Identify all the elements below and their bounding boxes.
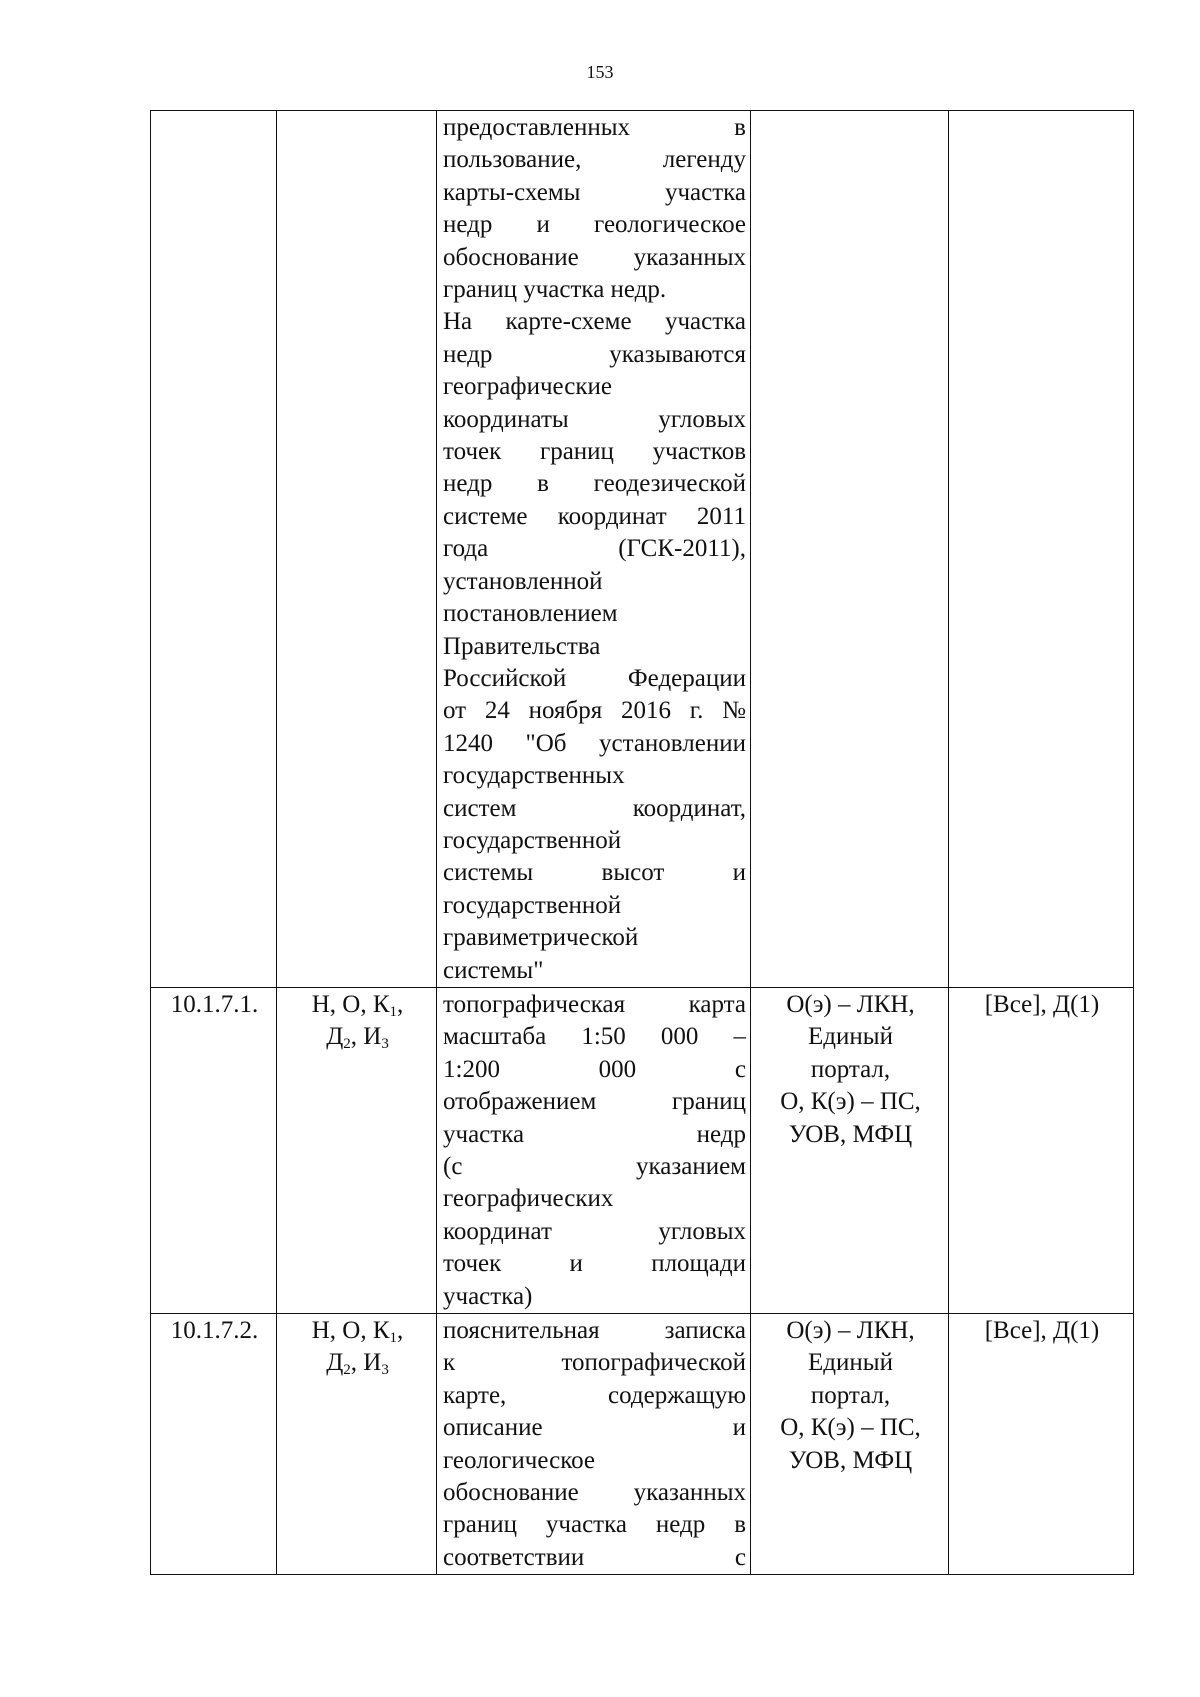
description-line: пояснительная записка bbox=[443, 1317, 746, 1345]
description-line: к топографической bbox=[443, 1349, 746, 1377]
description-line: координат угловых bbox=[443, 1217, 746, 1245]
description-line: от 24 ноября 2016 г. № bbox=[443, 697, 746, 725]
description-line: карте, содержащую bbox=[443, 1381, 746, 1409]
description-line: гравиметрической bbox=[443, 924, 639, 952]
document-description-cell bbox=[437, 111, 751, 988]
description-line: недр в геодезической bbox=[443, 470, 746, 498]
description-line: координаты угловых bbox=[443, 405, 746, 433]
submission-method-line: О, К(э) – ПС, bbox=[780, 1414, 921, 1442]
description-line: 1240 "Об установлении bbox=[443, 729, 746, 757]
submission-methods-cell bbox=[751, 1314, 949, 1575]
description-line: участка) bbox=[443, 1282, 533, 1310]
description-lines bbox=[443, 989, 746, 1313]
description-line: топографическая карта bbox=[443, 990, 746, 1018]
codes-line-2: $Д_2$, $И_3$ bbox=[326, 1349, 389, 1379]
description-line: отображением границ bbox=[443, 1088, 746, 1116]
submission-method-line: О(э) – ЛКН, bbox=[786, 990, 915, 1018]
description-line: обоснование указанных bbox=[443, 1479, 746, 1507]
description-line: соответствии с bbox=[443, 1543, 746, 1571]
description-line: границ участка недр в bbox=[443, 1511, 746, 1539]
table-row bbox=[151, 1314, 1134, 1575]
description-line: системы высот и bbox=[443, 859, 746, 887]
description-line: системы" bbox=[443, 956, 544, 984]
description-line: точек границ участков bbox=[443, 438, 746, 466]
description-line: описание и bbox=[443, 1414, 746, 1442]
description-line: постановлением bbox=[443, 600, 618, 628]
description-line: государственных bbox=[443, 762, 625, 790]
description-line: систем координат, bbox=[443, 794, 746, 822]
submission-method-line: О(э) – ЛКН, bbox=[786, 1317, 915, 1345]
description-line: (с указанием bbox=[443, 1153, 746, 1180]
applicant-codes-cell bbox=[277, 111, 437, 988]
submission-method-line: Единый bbox=[808, 1349, 893, 1377]
codes-line-1: Н, О, $К_1$, bbox=[311, 990, 404, 1020]
applicant-codes-cell bbox=[277, 987, 437, 1313]
applicant-codes-cell bbox=[277, 1314, 437, 1575]
codes-line-2: $Д_2$, $И_3$ bbox=[326, 1023, 389, 1053]
submission-methods-lines bbox=[757, 989, 944, 1151]
submission-methods-lines bbox=[757, 1315, 944, 1477]
submission-method-line: портал, bbox=[810, 1381, 891, 1409]
codes-line-1: Н, О, $К_1$, bbox=[311, 1317, 404, 1347]
description-line: карты-схемы участка bbox=[443, 178, 746, 206]
description-line: предоставленных в bbox=[443, 114, 746, 141]
description-line: государственной bbox=[443, 826, 622, 854]
submission-method-line: О, К(э) – ПС, bbox=[780, 1088, 921, 1116]
description-line: недр указываются bbox=[443, 340, 746, 368]
table-row bbox=[151, 111, 1134, 988]
description-line: участка недр bbox=[443, 1120, 746, 1148]
submission-methods-cell bbox=[751, 987, 949, 1313]
page-number: 153 bbox=[586, 62, 614, 82]
applicability-cell: [Все], Д(1) bbox=[949, 987, 1134, 1313]
submission-method-line: портал, bbox=[810, 1055, 891, 1083]
applicability-cell: [Все], Д(1) bbox=[949, 1314, 1134, 1575]
table-row bbox=[151, 987, 1134, 1313]
description-line: установленной bbox=[443, 567, 603, 595]
description-line: системе координат 2011 bbox=[443, 502, 746, 530]
submission-method-line: УОВ, МФЦ bbox=[788, 1446, 913, 1474]
description-line: точек и площади bbox=[443, 1250, 746, 1278]
description-line: геологическое bbox=[443, 1446, 595, 1474]
description-lines bbox=[443, 112, 746, 987]
description-line: 1:200 000 с bbox=[443, 1055, 746, 1083]
item-number-cell: 10.1.7.1. bbox=[151, 987, 277, 1313]
description-line: пользование, легенду bbox=[443, 146, 746, 174]
submission-method-line: УОВ, МФЦ bbox=[788, 1120, 913, 1148]
submission-method-line: Единый bbox=[808, 1023, 893, 1051]
document-description-cell bbox=[437, 987, 751, 1313]
description-line: недр и геологическое bbox=[443, 211, 746, 239]
description-line: обоснование указанных bbox=[443, 243, 746, 271]
description-line: географические bbox=[443, 373, 612, 401]
description-line: государственной bbox=[443, 891, 622, 919]
item-number-cell: 10.1.7.2. bbox=[151, 1314, 277, 1575]
item-number-cell bbox=[151, 111, 277, 988]
description-line: Российской Федерации bbox=[443, 664, 746, 692]
description-line: Правительства bbox=[443, 632, 601, 660]
description-line: масштаба 1:50 000 – bbox=[443, 1023, 746, 1051]
description-line: года (ГСК-2011), bbox=[443, 535, 746, 563]
submission-methods-cell bbox=[751, 111, 949, 988]
description-line: На карте-схеме участка bbox=[443, 308, 746, 336]
document-description-cell bbox=[437, 1314, 751, 1575]
description-line: географических bbox=[443, 1185, 614, 1213]
document-table bbox=[150, 110, 1134, 1575]
description-line: границ участка недр. bbox=[443, 276, 667, 304]
description-lines bbox=[443, 1315, 746, 1574]
applicability-cell bbox=[949, 111, 1134, 988]
